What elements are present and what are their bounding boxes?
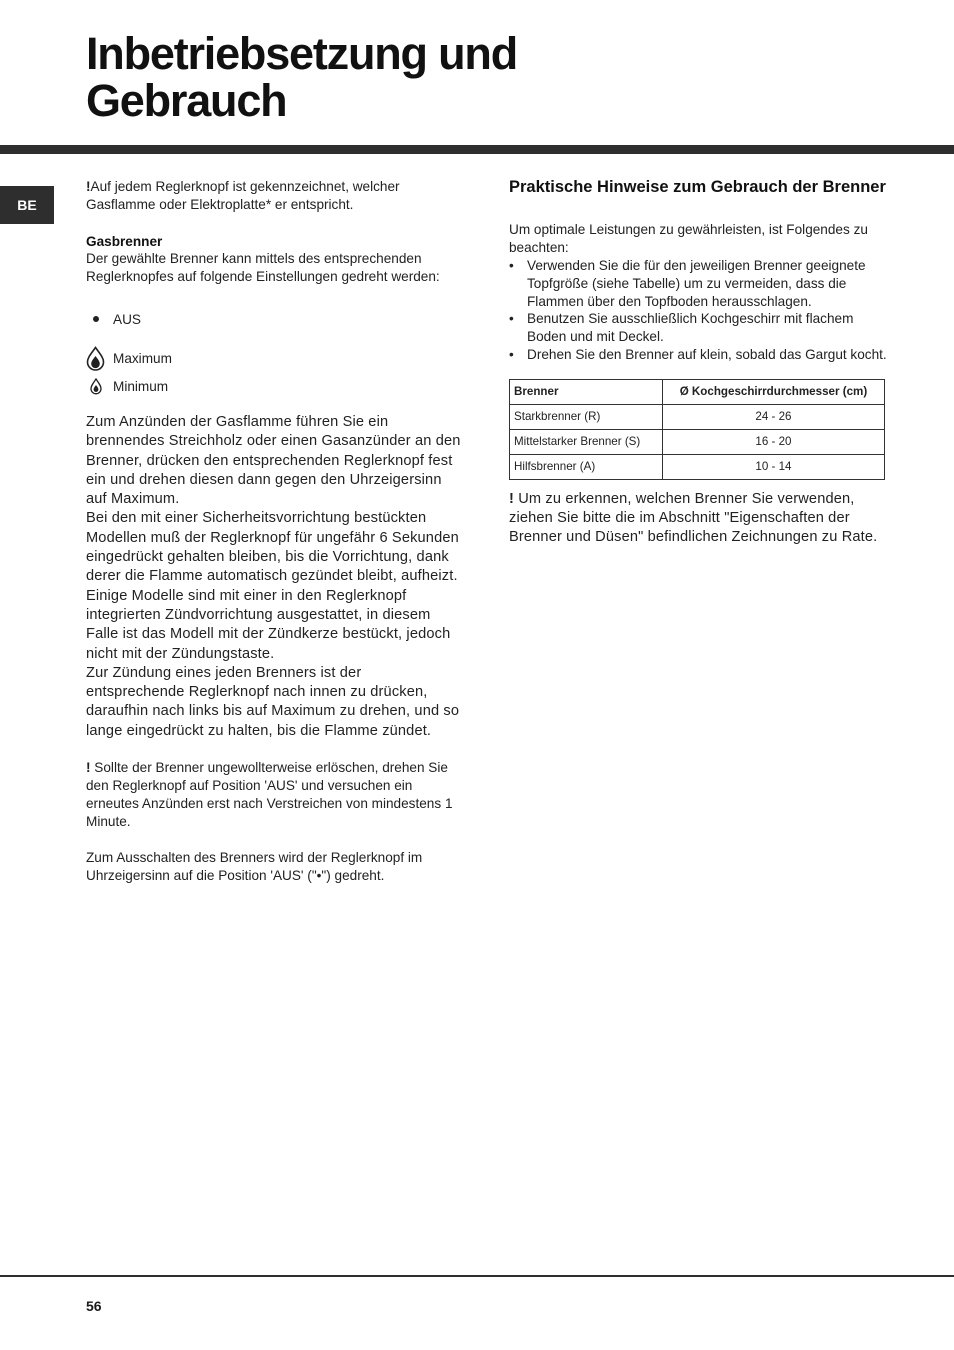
flame-out-warning bbox=[86, 759, 464, 831]
safety-device-text: Bei den mit einer Sicherheitsvorrichtung bestückten Modellen muß der Reglerknopf für ungefähr 6 Sekunden eingedrückt gehalten bleiben, bis die Vorrichtung, dank derer die Flamme automatisch gezündet bleibt, aufheizt. bbox=[86, 510, 459, 585]
table-row bbox=[510, 404, 885, 429]
integrated-ignition-text: Einige Modelle sind mit einer in den Reglerknopf integrierten Zündvorrichtung ausgestattet, in diesem Falle ist das Modell mit der Zündkerze bestückt, jedoch nicht mit der Zündungstaste. bbox=[86, 587, 451, 662]
cookware-size-table bbox=[509, 379, 885, 480]
small-flame-icon bbox=[86, 378, 105, 395]
setting-maximum-label: Maximum bbox=[113, 350, 172, 366]
table-row bbox=[510, 429, 885, 454]
exclamation-mark: ! bbox=[86, 760, 91, 776]
table-row bbox=[510, 454, 885, 479]
practical-tips-intro: Um optimale Leistungen zu gewährleisten, ist Folgendes zu beachten: bbox=[509, 222, 868, 255]
setting-off bbox=[86, 309, 464, 329]
intro-note-text: Auf jedem Reglerknopf ist gekennzeichnet, welcher Gasflamme oder Elektroplatte* er entspricht. bbox=[86, 179, 400, 212]
ignition-instructions bbox=[86, 413, 464, 741]
dot-icon bbox=[86, 315, 105, 323]
flame-out-warning-text: Sollte der Brenner ungewollterweise erlöschen, drehen Sie den Reglerknopf auf Position 'AUS' und versuchen ein erneutes Anzünden erst nach Verstreichen von mindestens 1 Minute. bbox=[86, 760, 453, 830]
table-cell-diameter: 10 - 14 bbox=[662, 454, 884, 479]
setting-minimum bbox=[86, 376, 464, 396]
burner-ignition-text: Zur Zündung eines jeden Brenners ist der entsprechende Reglerknopf nach innen zu drücken, daraufhin nach links bis auf Maximum zu drehen, und so lange eingedrückt zu halten, bis die Flamme zündet. bbox=[86, 664, 460, 739]
ignition-text: Zum Anzünden der Gasflamme führen Sie ein brennendes Streichholz oder einen Gasanzünder an den Brenner, drücken den entsprechenden Reglerknopf fest ein und drehen diesen dann gegen den Uhrzeigersinn auf Maximum. bbox=[86, 414, 461, 508]
table-cell-diameter: 24 - 26 bbox=[662, 404, 884, 429]
table-cell-burner: Mittelstarker Brenner (S) bbox=[510, 429, 663, 454]
bottom-divider bbox=[0, 1275, 954, 1277]
gas-burner-heading: Gasbrenner bbox=[86, 234, 163, 249]
exclamation-mark: ! bbox=[509, 490, 515, 507]
gas-burner-text: Der gewählte Brenner kann mittels des entsprechenden Reglerknopfes auf folgende Einstellungen gedreht werden: bbox=[86, 251, 440, 284]
page-title-line-2: Gebrauch bbox=[86, 75, 287, 126]
table-header-row bbox=[510, 379, 885, 404]
table-header-burner: Brenner bbox=[510, 379, 663, 404]
top-divider bbox=[0, 145, 954, 154]
burner-identification-note-text: Um zu erkennen, welchen Brenner Sie verwenden, ziehen Sie bitte die im Abschnitt "Eigenschaften der Brenner und Düsen" befindlichen Zeichnungen zu Rate. bbox=[509, 490, 878, 546]
table-cell-burner: Starkbrenner (R) bbox=[510, 404, 663, 429]
burner-identification-note bbox=[509, 490, 887, 548]
practical-tips-heading: Praktische Hinweise zum Gebrauch der Brenner bbox=[509, 178, 886, 196]
table-cell-burner: Hilfsbrenner (A) bbox=[510, 454, 663, 479]
knob-settings bbox=[86, 309, 464, 396]
right-column bbox=[509, 178, 887, 548]
list-item: • Benutzen Sie ausschließlich Kochgeschirr mit flachem Boden und mit Deckel. bbox=[509, 310, 887, 346]
tips-list bbox=[509, 257, 887, 364]
switch-off-text: Zum Ausschalten des Brenners wird der Reglerknopf im Uhrzeigersinn auf die Position 'AUS' ("•") gedreht. bbox=[86, 850, 423, 884]
setting-minimum-label: Minimum bbox=[113, 378, 169, 394]
exclamation-mark: ! bbox=[86, 179, 91, 194]
table-header-diameter: Ø Kochgeschirrdurchmesser (cm) bbox=[662, 379, 884, 404]
table-cell-diameter: 16 - 20 bbox=[662, 429, 884, 454]
intro-note bbox=[86, 178, 464, 214]
setting-maximum bbox=[86, 345, 464, 371]
left-column bbox=[86, 178, 464, 885]
list-item: • Drehen Sie den Brenner auf klein, sobald das Gargut kocht. bbox=[509, 346, 887, 364]
large-flame-icon bbox=[86, 346, 105, 371]
language-tab: BE bbox=[0, 186, 54, 224]
page-title bbox=[86, 30, 517, 124]
list-item: • Verwenden Sie die für den jeweiligen Brenner geeignete Topfgröße (siehe Tabelle) um zu vermeiden, dass die Flammen über den Topfboden herausschlagen. bbox=[509, 257, 887, 310]
setting-off-label: AUS bbox=[113, 311, 141, 327]
page-number: 56 bbox=[86, 1298, 102, 1314]
page-title-line-1: Inbetriebsetzung und bbox=[86, 28, 517, 79]
